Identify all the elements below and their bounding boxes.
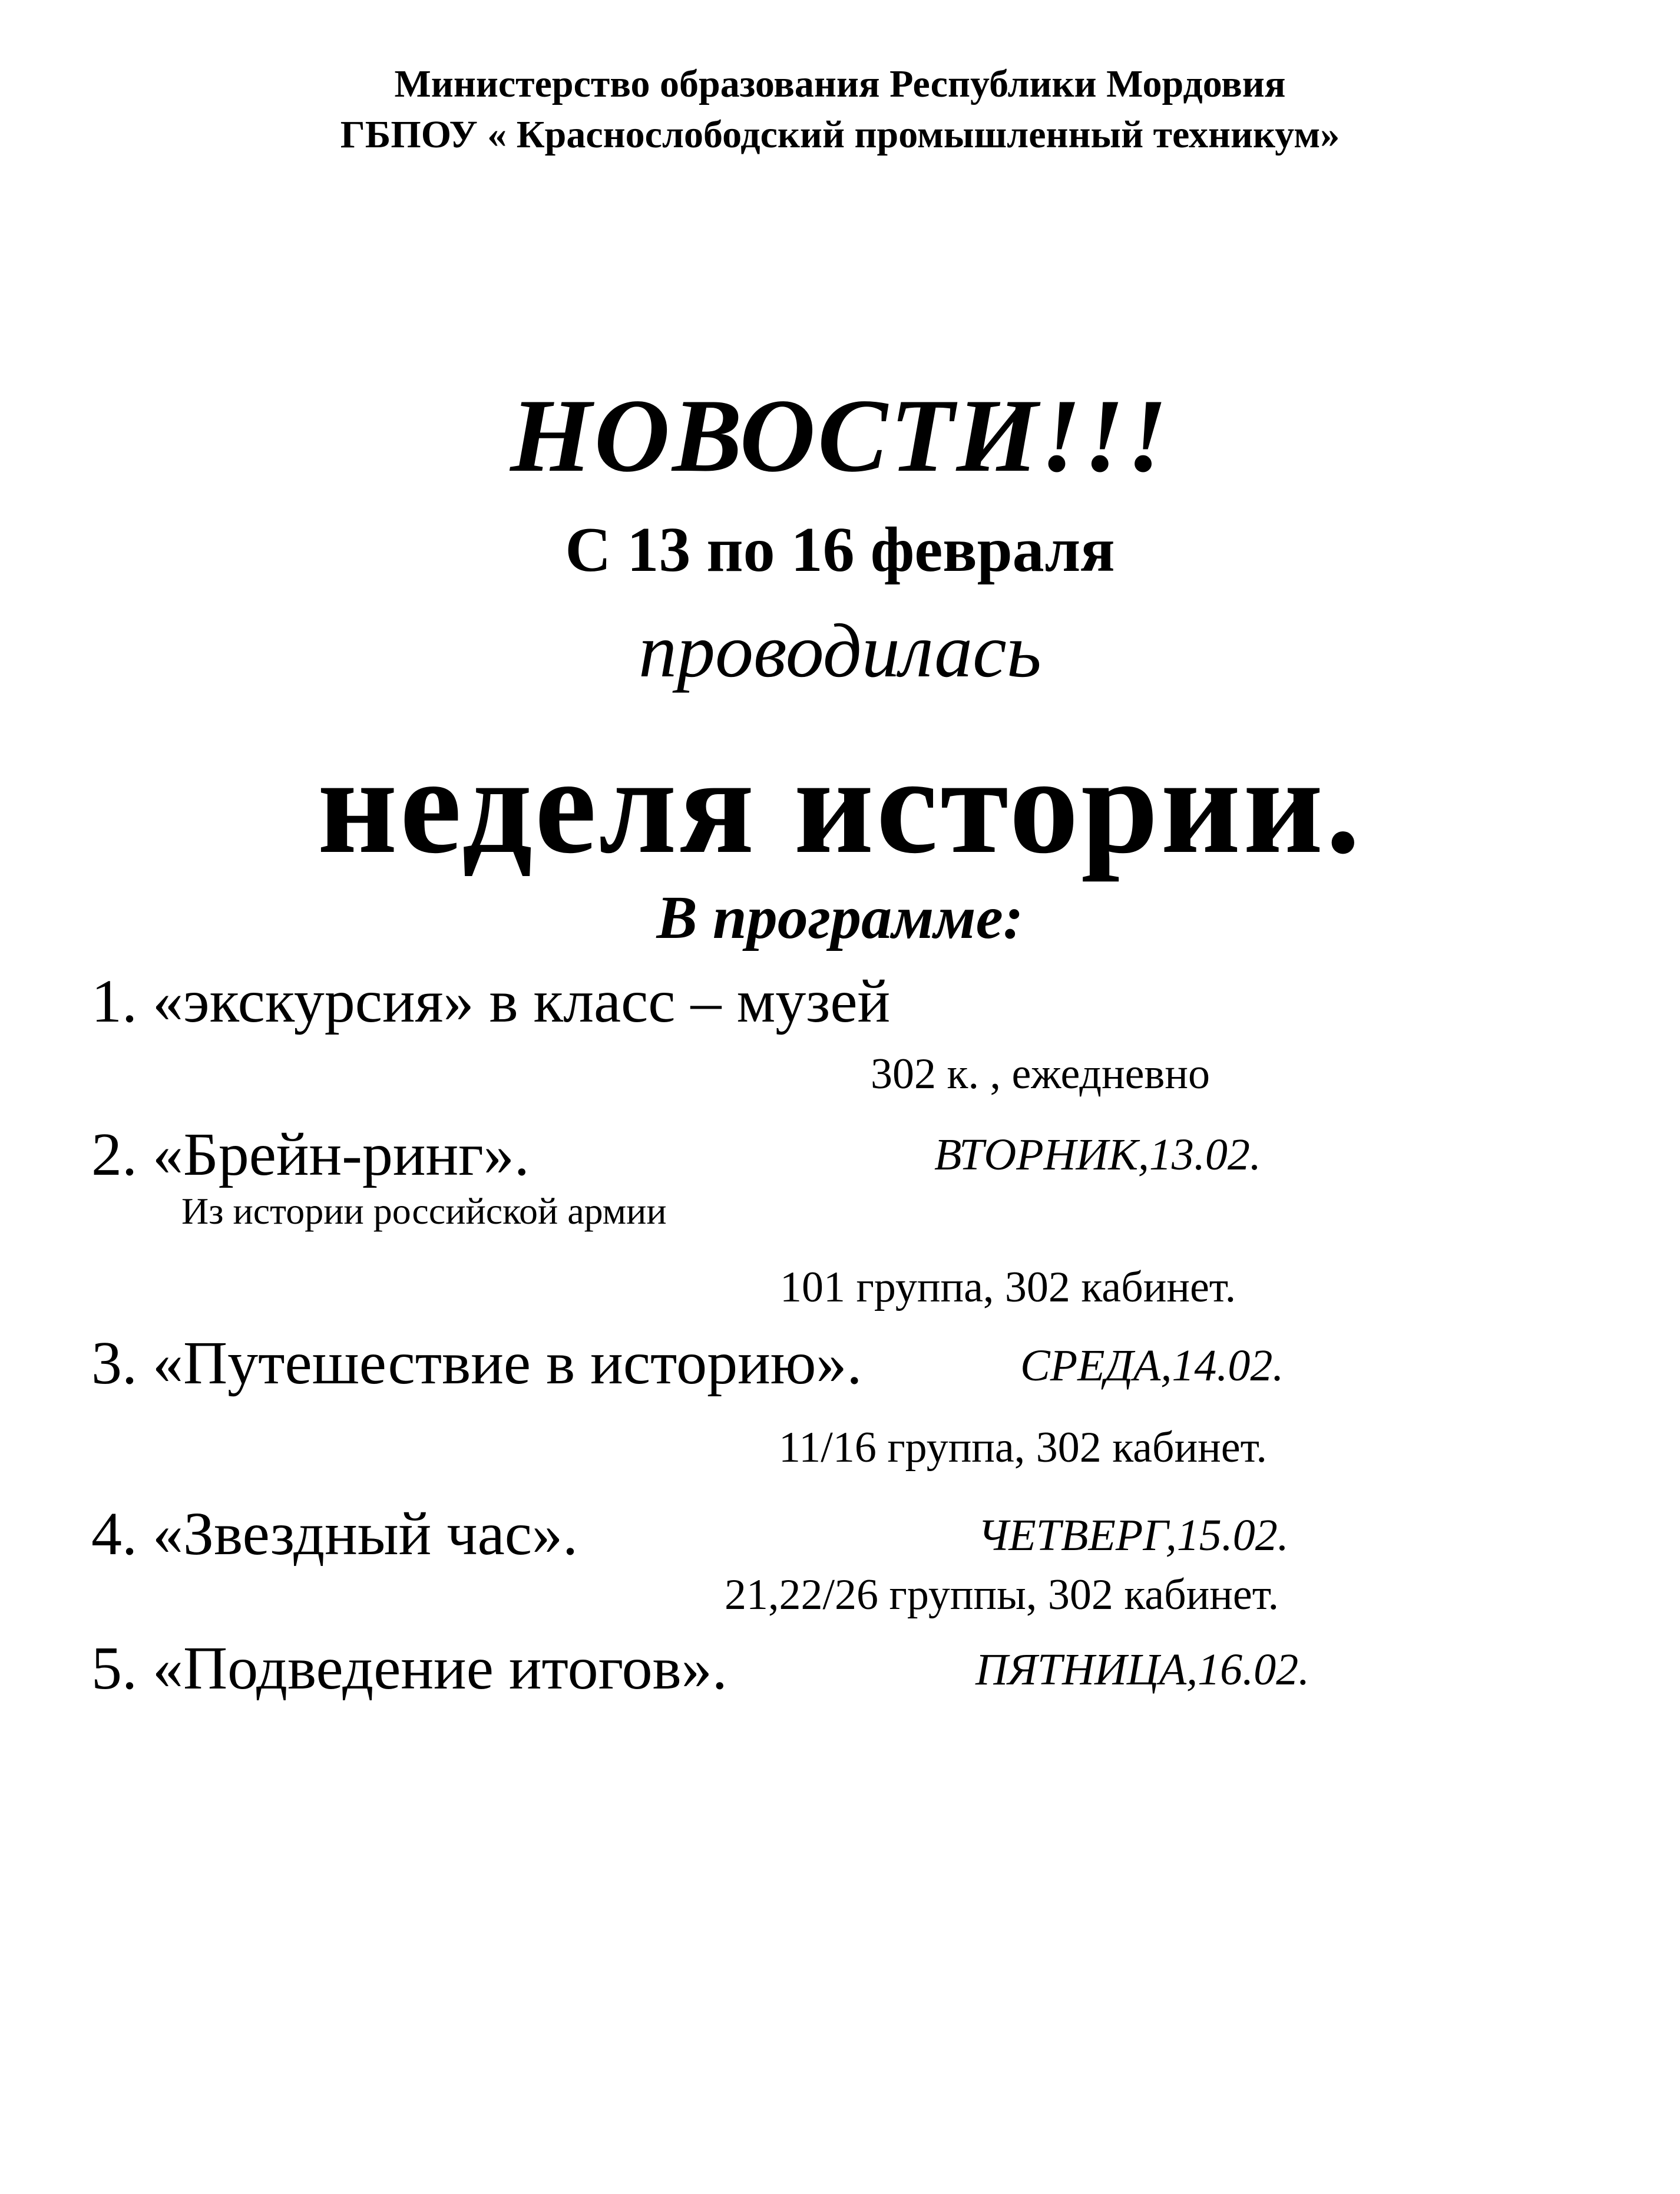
- program-item-title: 4. «Звездный час».: [91, 1500, 578, 1568]
- program-item-detail: 11/16 группа, 302 кабинет.: [779, 1423, 1267, 1472]
- ministry-name: Министерство образования Республики Мордовия: [394, 62, 1286, 105]
- program-item-title: 3. «Путешествие в историю».: [91, 1329, 862, 1397]
- event-title: неделя истории.: [317, 729, 1363, 883]
- program-item-day: СРЕДА,14.02.: [1020, 1341, 1284, 1390]
- institution-name: ГБПОУ « Краснослободский промышленный техникум»: [340, 113, 1340, 156]
- program-item-title: 5. «Подведение итогов».: [91, 1634, 727, 1702]
- news-title: НОВОСТИ!!!: [510, 377, 1170, 494]
- program-item-day: ВТОРНИК,13.02.: [934, 1130, 1261, 1179]
- held-text: проводилась: [639, 609, 1041, 693]
- program-item-title: 2. «Брейн-ринг».: [91, 1121, 530, 1188]
- program-item-day: ПЯТНИЦА,16.02.: [975, 1645, 1310, 1694]
- date-range: С 13 по 16 февраля: [565, 515, 1115, 585]
- program-item-subtitle: Из истории российской армии: [181, 1190, 667, 1232]
- program-item-detail: 302 к. , ежедневно: [871, 1050, 1210, 1098]
- program-item-title: 1. «экскурсия» в класс – музей: [91, 967, 891, 1035]
- program-item-detail: 101 группа, 302 кабинет.: [780, 1263, 1236, 1311]
- program-item-detail: 21,22/26 группы, 302 кабинет.: [725, 1571, 1279, 1619]
- program-heading: В программе:: [656, 884, 1024, 951]
- program-item-day: ЧЕТВЕРГ,15.02.: [978, 1511, 1289, 1560]
